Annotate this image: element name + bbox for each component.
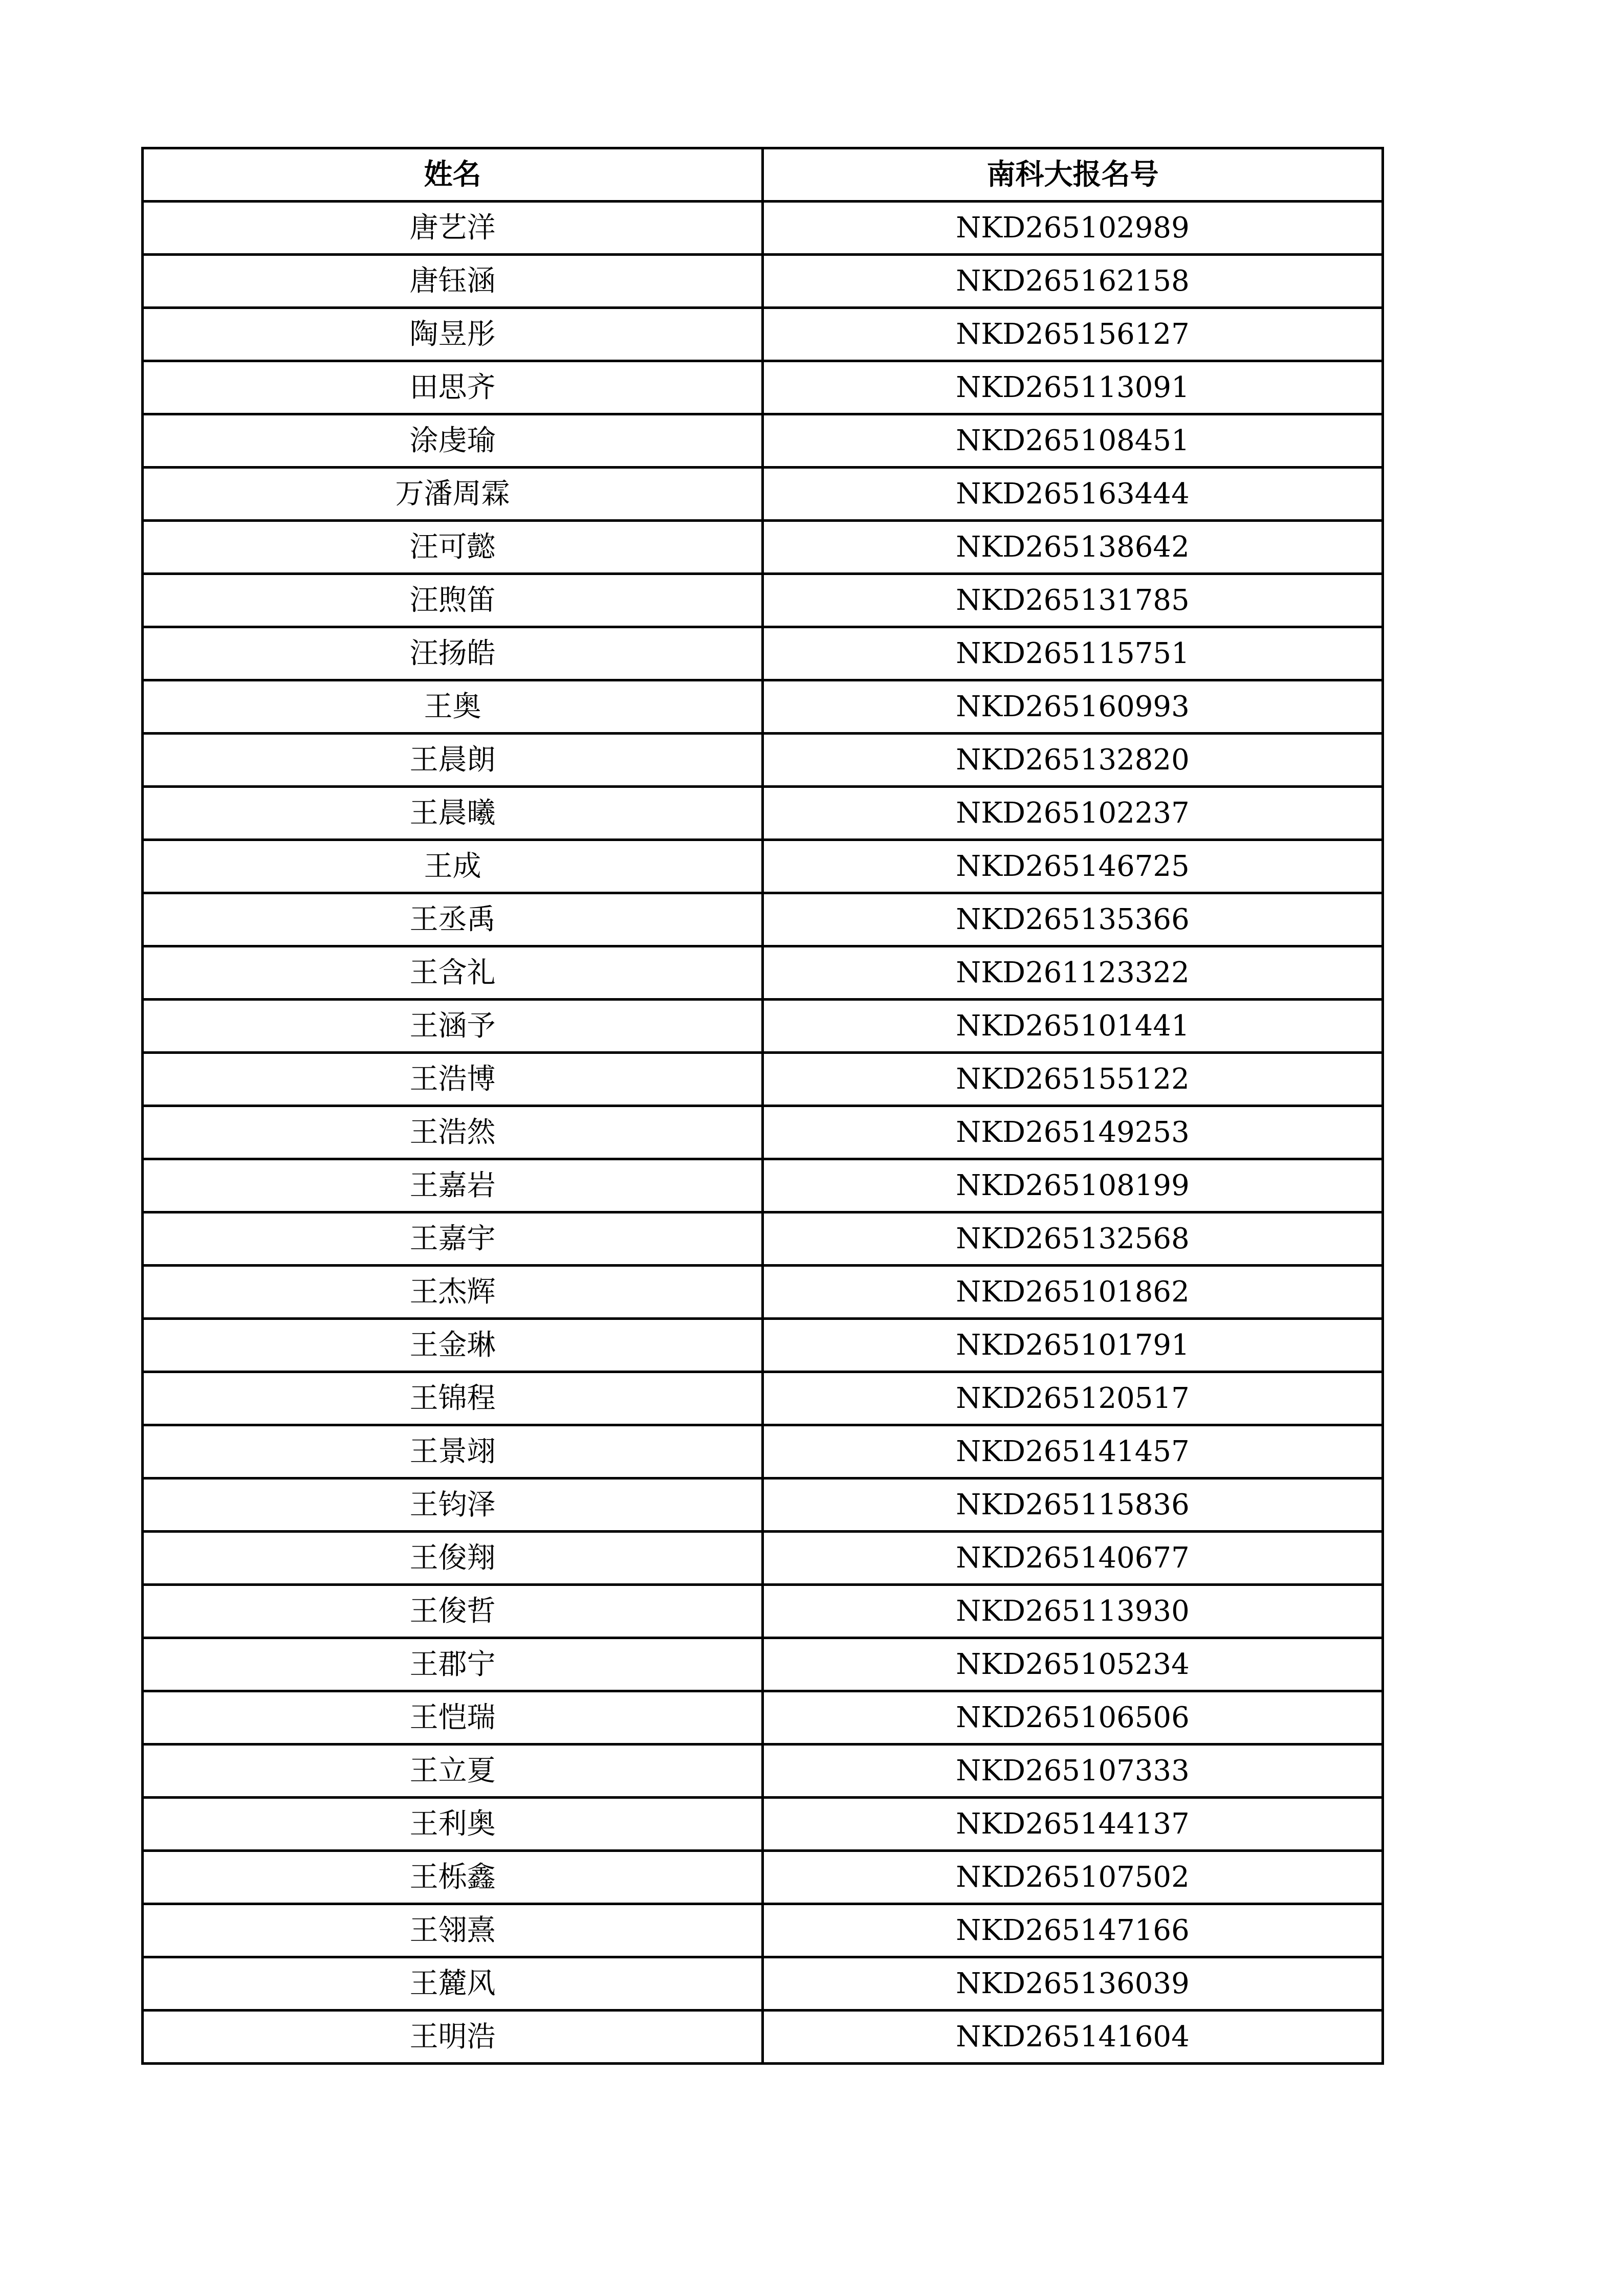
- student-name-cell: 王锦程: [143, 1372, 763, 1425]
- registration-number-cell: NKD265132568: [763, 1212, 1383, 1266]
- student-name-cell: 王栎鑫: [143, 1851, 763, 1904]
- registration-number-cell: NKD265107333: [763, 1745, 1383, 1798]
- table-row: [143, 361, 1383, 414]
- table-row: [143, 1745, 1383, 1798]
- table-row: [143, 1798, 1383, 1851]
- registration-number-cell: NKD265138642: [763, 521, 1383, 574]
- table-row: [143, 414, 1383, 468]
- header-row: [143, 148, 1383, 202]
- table-row: [143, 2011, 1383, 2064]
- registration-number-cell: NKD265140677: [763, 1532, 1383, 1585]
- student-name-cell: 汪可懿: [143, 521, 763, 574]
- table-row: [143, 1000, 1383, 1053]
- student-name-cell: 王郡宁: [143, 1638, 763, 1691]
- registration-number-cell: NKD265155122: [763, 1053, 1383, 1106]
- student-name-cell: 王浩然: [143, 1106, 763, 1159]
- registration-number-cell: NKD265132820: [763, 734, 1383, 787]
- registration-number-cell: NKD265163444: [763, 468, 1383, 521]
- registration-number-cell: NKD265146725: [763, 840, 1383, 893]
- registration-number-cell: NKD265101441: [763, 1000, 1383, 1053]
- table-row: [143, 680, 1383, 734]
- student-name-cell: 万潘周霖: [143, 468, 763, 521]
- table-row: [143, 1532, 1383, 1585]
- student-name-cell: 王麓风: [143, 1957, 763, 2011]
- registration-number-cell: NKD265115836: [763, 1478, 1383, 1532]
- table-row: [143, 840, 1383, 893]
- registration-number-cell: NKD265102989: [763, 202, 1383, 255]
- registration-number-cell: NKD265144137: [763, 1798, 1383, 1851]
- student-name-cell: 唐艺洋: [143, 202, 763, 255]
- student-name-cell: 王明浩: [143, 2011, 763, 2064]
- student-name-cell: 王嘉岩: [143, 1159, 763, 1212]
- table-row: [143, 1319, 1383, 1372]
- registration-number-cell: NKD265113091: [763, 361, 1383, 414]
- registration-number-cell: NKD265102237: [763, 787, 1383, 840]
- table-row: [143, 1212, 1383, 1266]
- registration-number-cell: NKD265113930: [763, 1585, 1383, 1638]
- table-row: [143, 1053, 1383, 1106]
- student-name-cell: 王涵予: [143, 1000, 763, 1053]
- registration-number-cell: NKD265108451: [763, 414, 1383, 468]
- student-name-cell: 汪扬皓: [143, 627, 763, 680]
- registration-number-cell: NKD265131785: [763, 574, 1383, 627]
- student-name-cell: 王丞禹: [143, 893, 763, 946]
- table-row: [143, 468, 1383, 521]
- student-name-cell: 汪煦笛: [143, 574, 763, 627]
- column-header-name: 姓名: [143, 148, 763, 202]
- registration-number-cell: NKD261123322: [763, 946, 1383, 1000]
- registration-number-cell: NKD265106506: [763, 1691, 1383, 1745]
- table-row: [143, 1372, 1383, 1425]
- student-name-cell: 田思齐: [143, 361, 763, 414]
- table-row: [143, 202, 1383, 255]
- registration-number-cell: NKD265120517: [763, 1372, 1383, 1425]
- table-row: [143, 1159, 1383, 1212]
- column-header-registration-number: 南科大报名号: [763, 148, 1383, 202]
- table-row: [143, 1585, 1383, 1638]
- student-name-cell: 王杰辉: [143, 1266, 763, 1319]
- registration-number-cell: NKD265136039: [763, 1957, 1383, 2011]
- table-row: [143, 627, 1383, 680]
- student-name-cell: 陶昱彤: [143, 308, 763, 361]
- student-name-cell: 王晨曦: [143, 787, 763, 840]
- table-row: [143, 1851, 1383, 1904]
- student-name-cell: 王翎熹: [143, 1904, 763, 1957]
- student-name-cell: 王金琳: [143, 1319, 763, 1372]
- table-row: [143, 1691, 1383, 1745]
- student-name-cell: 王景翊: [143, 1425, 763, 1478]
- table-row: [143, 893, 1383, 946]
- roster-body: [143, 202, 1383, 2064]
- table-row: [143, 1638, 1383, 1691]
- student-name-cell: 王晨朗: [143, 734, 763, 787]
- student-name-cell: 唐钰涵: [143, 255, 763, 308]
- table-row: [143, 1478, 1383, 1532]
- registration-number-cell: NKD265149253: [763, 1106, 1383, 1159]
- registration-number-cell: NKD265101791: [763, 1319, 1383, 1372]
- student-name-cell: 王奥: [143, 680, 763, 734]
- registration-number-cell: NKD265107502: [763, 1851, 1383, 1904]
- registration-number-cell: NKD265160993: [763, 680, 1383, 734]
- registration-number-cell: NKD265141457: [763, 1425, 1383, 1478]
- table-row: [143, 1425, 1383, 1478]
- table-row: [143, 1957, 1383, 2011]
- table-row: [143, 1266, 1383, 1319]
- registration-number-cell: NKD265141604: [763, 2011, 1383, 2064]
- student-name-cell: 涂虔瑜: [143, 414, 763, 468]
- registration-number-cell: NKD265105234: [763, 1638, 1383, 1691]
- table-row: [143, 574, 1383, 627]
- student-name-cell: 王俊翔: [143, 1532, 763, 1585]
- table-row: [143, 1106, 1383, 1159]
- registration-number-cell: NKD265135366: [763, 893, 1383, 946]
- student-name-cell: 王恺瑞: [143, 1691, 763, 1745]
- student-name-cell: 王钧泽: [143, 1478, 763, 1532]
- registration-number-cell: NKD265156127: [763, 308, 1383, 361]
- table-row: [143, 734, 1383, 787]
- registration-number-cell: NKD265108199: [763, 1159, 1383, 1212]
- student-name-cell: 王利奥: [143, 1798, 763, 1851]
- registration-number-cell: NKD265115751: [763, 627, 1383, 680]
- roster-table: [141, 147, 1384, 2065]
- table-row: [143, 255, 1383, 308]
- student-name-cell: 王立夏: [143, 1745, 763, 1798]
- student-name-cell: 王俊哲: [143, 1585, 763, 1638]
- registration-number-cell: NKD265147166: [763, 1904, 1383, 1957]
- student-name-cell: 王含礼: [143, 946, 763, 1000]
- table-row: [143, 787, 1383, 840]
- table-row: [143, 308, 1383, 361]
- student-name-cell: 王浩博: [143, 1053, 763, 1106]
- table-row: [143, 1904, 1383, 1957]
- student-name-cell: 王成: [143, 840, 763, 893]
- registration-number-cell: NKD265101862: [763, 1266, 1383, 1319]
- table-row: [143, 946, 1383, 1000]
- table-row: [143, 521, 1383, 574]
- student-name-cell: 王嘉宇: [143, 1212, 763, 1266]
- registration-number-cell: NKD265162158: [763, 255, 1383, 308]
